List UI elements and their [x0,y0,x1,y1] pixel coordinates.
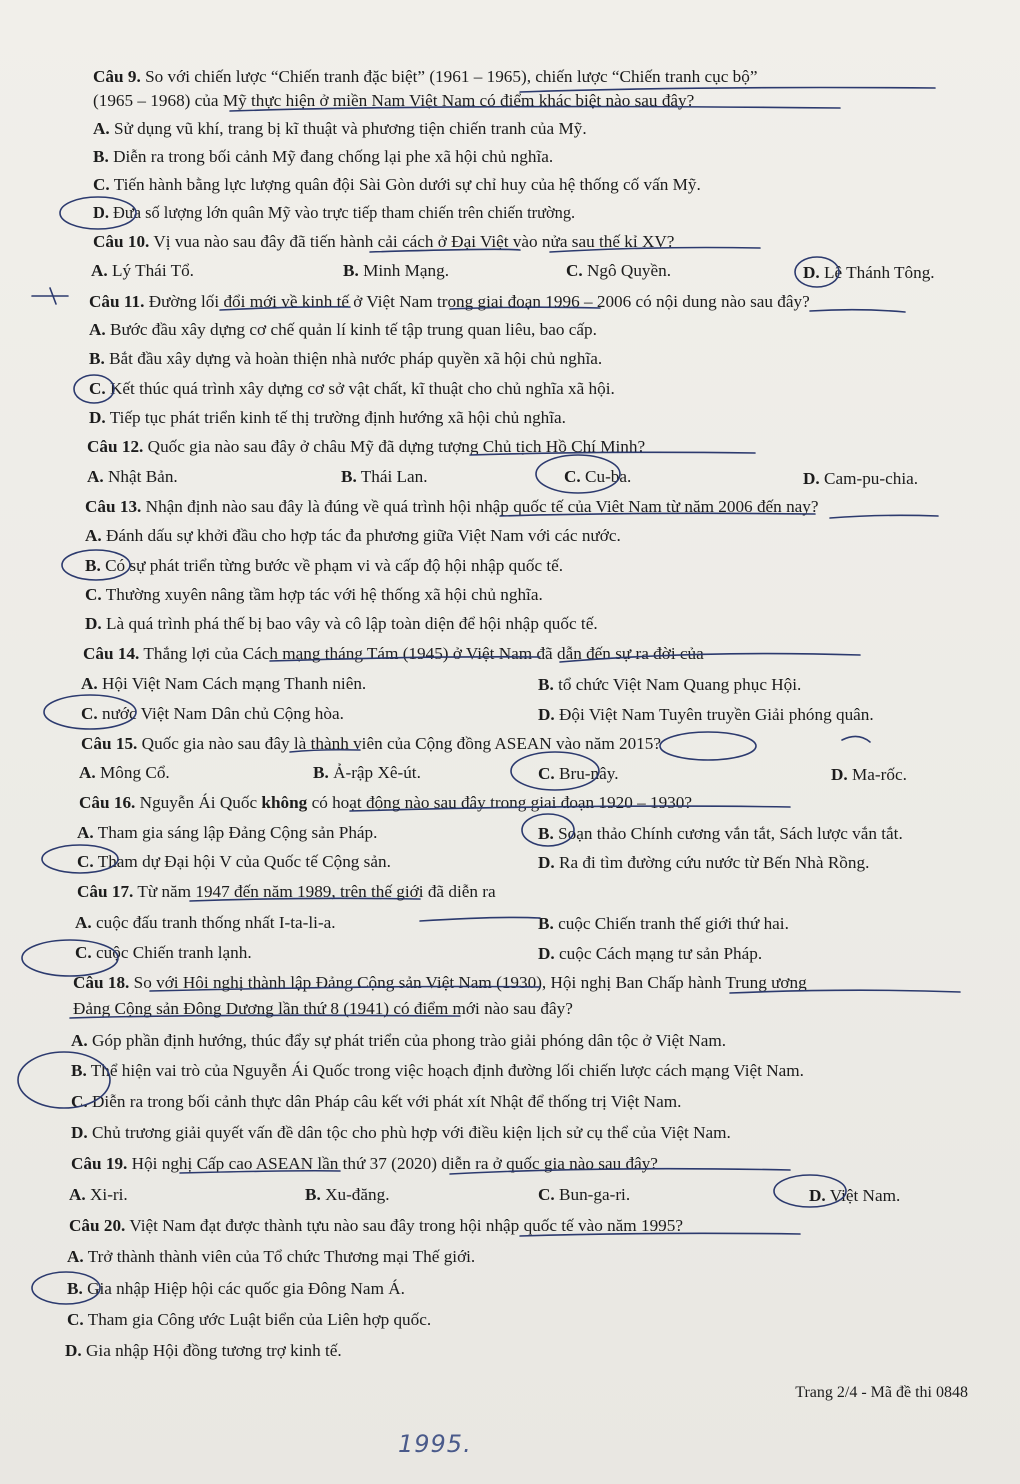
question-11-stem: Câu 11. Đường lối đổi mới về kinh tế ở Việt Nam trong giai đoạn 1996 – 2006 có nội dung nào sau đây? [89,292,810,311]
question-10-option-d: D. Lê Thánh Tông. [803,263,935,282]
question-9-option-b: B. Diễn ra trong bối cảnh Mỹ đang chống lại phe xã hội chủ nghĩa. [93,147,554,166]
underline-mark [420,917,540,921]
answer-circle [660,732,756,760]
question-12-option-d: D. Cam-pu-chia. [803,469,919,488]
question-9-option-a: A. Sử dụng vũ khí, trang bị kĩ thuật và phương tiện chiến tranh của Mỹ. [93,119,587,138]
handwritten-note: 1995. [398,1430,472,1458]
question-17-option-c: C. cuộc Chiến tranh lạnh. [75,943,252,962]
question-18-stem-line-1: Câu 18. So với Hội nghị thành lập Đảng Cộng sản Việt Nam (1930), Hội nghị Ban Chấp hành Trung ương [73,973,807,992]
question-15-option-a: A. Mông Cổ. [79,763,170,782]
question-18-stem-line-2: Đảng Cộng sản Đông Dương lần thứ 8 (1941) có điểm mới nào sau đây? [73,999,573,1018]
question-14-stem: Câu 14. Thắng lợi của Cách mạng tháng Tám (1945) ở Việt Nam đã dẫn đến sự ra đời của [83,644,704,663]
question-12-stem: Câu 12. Quốc gia nào sau đây ở châu Mỹ đã dựng tượng Chủ tịch Hồ Chí Minh? [87,437,646,456]
question-18-option-a: A. Góp phần định hướng, thúc đẩy sự phát triển của phong trào giải phóng dân tộc ở Việt Nam. [71,1031,727,1050]
question-19-option-c: C. Bun-ga-ri. [538,1185,631,1204]
question-10-option-b: B. Minh Mạng. [343,261,449,280]
question-16-option-d: D. Ra đi tìm đường cứu nước từ Bến Nhà Rồng. [538,853,870,872]
question-12-option-a: A. Nhật Bản. [87,467,178,486]
question-13-option-a: A. Đánh dấu sự khởi đầu cho hợp tác đa phương giữa Việt Nam với các nước. [85,526,621,545]
page-footer: Trang 2/4 - Mã đề thi 0848 [795,1384,968,1401]
question-15-option-b: B. Ả-rập Xê-út. [313,763,421,782]
question-20-stem: Câu 20. Việt Nam đạt được thành tựu nào sau đây trong hội nhập quốc tế vào năm 1995? [69,1216,683,1235]
question-14-option-b: B. tổ chức Việt Nam Quang phục Hội. [538,675,802,694]
question-15-option-d: D. Ma-rốc. [831,765,907,784]
question-13-option-d: D. Là quá trình phá thế bị bao vây và cô lập toàn diện để hội nhập quốc tế. [85,614,598,633]
question-13-option-b: B. Có sự phát triển từng bước về phạm vi và cấp độ hội nhập quốc tế. [85,556,564,575]
question-9-stem-line-2: (1965 – 1968) của Mỹ thực hiện ở miền Nam Việt Nam có điểm khác biệt nào sau đây? [93,91,695,110]
question-9-option-d: D. Đưa số lượng lớn quân Mỹ vào trực tiếp tham chiến trên chiến trường. [93,203,576,222]
question-9-stem-line-1: Câu 9. So với chiến lược “Chiến tranh đặc biệt” (1961 – 1965), chiến lược “Chiến tranh cục bộ” [93,67,758,86]
question-16-option-c: C. Tham dự Đại hội V của Quốc tế Cộng sản. [77,852,391,871]
question-13-stem: Câu 13. Nhận định nào sau đây là đúng về quá trình hội nhập quốc tế của Việt Nam từ năm 2006 đến nay? [85,497,819,516]
question-11-option-c: C. Kết thúc quá trình xây dựng cơ sở vật chất, kĩ thuật cho chủ nghĩa xã hội. [89,379,615,398]
question-12-option-c: C. Cu-ba. [564,467,632,486]
question-13-option-c: C. Thường xuyên nâng tầm hợp tác với hệ thống xã hội chủ nghĩa. [85,585,543,604]
question-19-option-a: A. Xi-ri. [69,1185,128,1204]
question-19-stem: Câu 19. Hội nghị Cấp cao ASEAN lần thứ 37 (2020) diễn ra ở quốc gia nào sau đây? [71,1154,658,1173]
question-9-option-c: C. Tiến hành bằng lực lượng quân đội Sài Gòn dưới sự chỉ huy của hệ thống cố vấn Mỹ. [93,175,701,194]
question-17-stem: Câu 17. Từ năm 1947 đến năm 1989, trên thế giới đã diễn ra [77,882,496,901]
question-20-option-d: D. Gia nhập Hội đồng tương trợ kinh tế. [65,1341,342,1360]
question-11-option-b: B. Bắt đầu xây dựng và hoàn thiện nhà nước pháp quyền xã hội chủ nghĩa. [89,349,603,368]
question-16-option-a: A. Tham gia sáng lập Đảng Cộng sản Pháp. [77,823,378,842]
question-20-option-b: B. Gia nhập Hiệp hội các quốc gia Đông Nam Á. [67,1279,405,1298]
question-14-option-a: A. Hội Việt Nam Cách mạng Thanh niên. [81,674,367,693]
question-18-option-c: C. Diễn ra trong bối cảnh thực dân Pháp câu kết với phát xít Nhật để thống trị Việt Nam. [71,1092,682,1111]
question-19-option-b: B. Xu-đăng. [305,1185,390,1204]
question-12-option-b: B. Thái Lan. [341,467,428,486]
margin-mark [32,288,68,304]
question-14-option-c: C. nước Việt Nam Dân chủ Cộng hòa. [81,704,344,723]
question-17-option-b: B. cuộc Chiến tranh thế giới thứ hai. [538,914,789,933]
question-10-option-a: A. Lý Thái Tổ. [91,261,194,280]
question-14-option-d: D. Đội Việt Nam Tuyên truyền Giải phóng quân. [538,705,874,724]
question-18-option-d: D. Chủ trương giải quyết vấn đề dân tộc cho phù hợp với điều kiện lịch sử cụ thể của Việt Nam. [71,1123,731,1142]
margin-mark [842,736,870,742]
question-17-option-a: A. cuộc đấu tranh thống nhất I-ta-li-a. [75,913,336,932]
question-19-option-d: D. Việt Nam. [809,1186,901,1205]
question-16-stem: Câu 16. Nguyễn Ái Quốc không có hoạt động nào sau đây trong giai đoạn 1920 – 1930? [79,793,692,812]
question-10-option-c: C. Ngô Quyền. [566,261,672,280]
question-10-stem: Câu 10. Vị vua nào sau đây đã tiến hành cải cách ở Đại Việt vào nửa sau thế kỉ XV? [93,232,675,251]
question-20-option-a: A. Trở thành thành viên của Tổ chức Thương mại Thế giới. [67,1247,476,1266]
question-11-option-a: A. Bước đầu xây dựng cơ chế quản lí kinh tế tập trung quan liêu, bao cấp. [89,320,597,339]
question-20-option-c: C. Tham gia Công ước Luật biển của Liên hợp quốc. [67,1310,432,1329]
question-15-stem: Câu 15. Quốc gia nào sau đây là thành viên của Cộng đồng ASEAN vào năm 2015? [81,734,661,753]
question-15-option-c: C. Bru-nây. [538,764,619,783]
question-17-option-d: D. cuộc Cách mạng tư sản Pháp. [538,944,763,963]
question-16-option-b: B. Soạn thảo Chính cương vắn tắt, Sách lược vắn tắt. [538,824,903,843]
question-18-option-b: B. Thể hiện vai trò của Nguyễn Ái Quốc trong việc hoạch định đường lối chiến lược cách mạng Việt Nam. [71,1061,804,1080]
question-11-option-d: D. Tiếp tục phát triển kinh tế thị trường định hướng xã hội chủ nghĩa. [89,408,566,427]
